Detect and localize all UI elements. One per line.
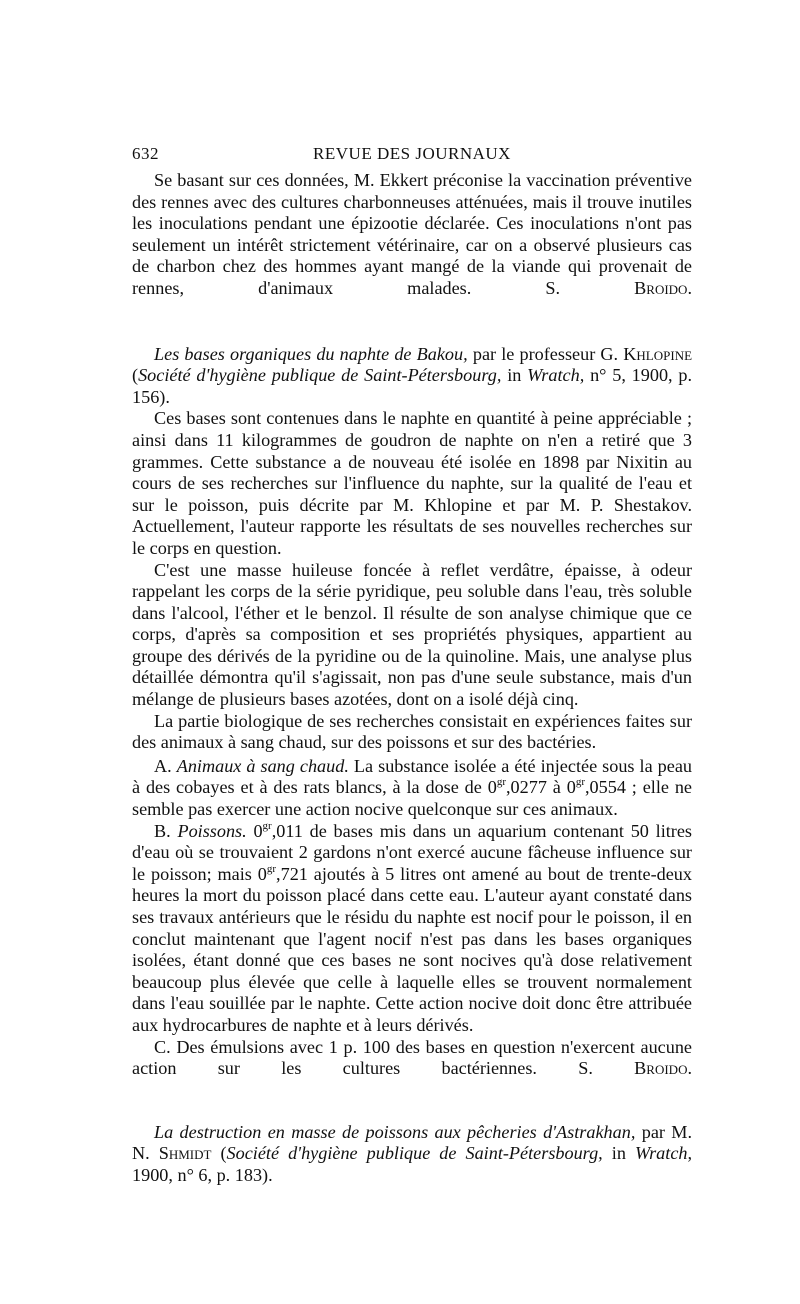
source-reference: 1900, n° 6, p. 183). <box>132 1164 273 1185</box>
section-text: ,0554 ; elle ne semble pas exercer une action nocive quelconque sur ces animaux. <box>132 777 692 820</box>
section-a-paragraph <box>132 756 692 821</box>
section-c-paragraph <box>132 1037 692 1080</box>
running-head <box>132 144 692 170</box>
source-open: ( <box>132 365 139 386</box>
section-b-paragraph <box>132 821 692 1037</box>
source-in: in <box>507 365 522 386</box>
section-text: 0 <box>253 820 263 841</box>
author-signature: S. Broido. <box>545 277 692 298</box>
article-khlopine <box>132 344 692 1080</box>
source-journal: Société d'hygiène publique de Saint-Pétersbourg, <box>138 365 502 386</box>
section-label: B. <box>154 820 171 841</box>
byline-prefix: par M. N. <box>132 1121 692 1164</box>
source-periodical: Wratch, <box>634 1143 693 1164</box>
section-text: ,011 de bases mis dans un aquarium contenant 50 litres d'eau où se trouvaient 2 gardons n'ont exercé aucune fâcheuse influence sur le poisson; mais 0 <box>132 820 693 884</box>
article-paragraph: C'est une masse huileuse foncée à reflet verdâtre, épaisse, à odeur rappelant les corps de la série pyridique, peu soluble dans l'eau, très soluble dans l'alcool, l'éther et le benzol. Il résulte de son analyse chimique que ce corps, d'après sa composition et ses propriétés physiques, appartient au groupe des dérivés de la pyridine ou de la quinoline. Mais, une analyse plus détaillée démontra qu'il s'agissait, non pas d'une seule substance, mais d'un mélange de plusieurs bases azotées, dont on a isolé déjà cinq. <box>132 559 692 710</box>
section-heading: Animaux à sang chaud. <box>176 755 349 776</box>
author-signature: S. Broido. <box>578 1058 693 1079</box>
article-ekkert-conclusion <box>132 170 692 300</box>
article-paragraph <box>132 170 692 300</box>
source-open: ( <box>220 1143 227 1164</box>
byline-prefix: par le professeur G. <box>472 343 619 364</box>
unit-superscript: gr <box>575 776 585 789</box>
unit-superscript: gr <box>266 862 277 875</box>
section-label: A. <box>154 755 172 776</box>
article-heading <box>132 1122 692 1187</box>
article-paragraph: Ces bases sont contenues dans le naphte en quantité à peine appréciable ; ainsi dans 11 kilogrammes de goudron de naphte on n'en a retiré que 3 grammes. Cette substance a de nouveau été isolée en 1898 par Nixitin au cours de ses recherches sur l'influence du naphte, sur la qualité de l'eau et sur le poisson, puis décrite par M. Khlopine et par M. P. Shestakov. Actuellement, l'auteur rapporte les résultats de ses nouvelles recherches sur le corps en question. <box>132 408 692 558</box>
page-number: 632 <box>132 144 159 163</box>
section-heading: Poissons. <box>177 820 247 841</box>
source-reference: n° 5, 1900, p. 156). <box>132 365 693 407</box>
article-title: La destruction en masse de poissons aux pêcheries d'Astrakhan, <box>154 1121 636 1142</box>
section-text: La substance isolée a été injectée sous la peau à des cobayes et à des rats blancs, à la dose de 0 <box>132 755 693 798</box>
source-in: in <box>611 1143 626 1164</box>
section-text: ,721 ajoutés à 5 litres ont amené au bout de trente-deux heures la mort du poisson placé dans cette eau. L'auteur ayant constaté dans ses travaux antérieurs que le résidu du naphte est nocif pour le poisson, il en conclut maintenant que l'agent nocif n'est pas dans les bases organiques isolées, étant donné que ces bases ne sont nocives qu'à dose relativement beaucoup plus élevée que celle à laquelle elles se trouvent normalement dans l'eau souillée par le naphte. Cette action nocive doit donc être attribuée aux hydrocarbures de naphte et à leurs dérivés. <box>132 863 692 1035</box>
article-paragraph: La partie biologique de ses recherches consistait en expériences faites sur des animaux à sang chaud, sur des poissons et sur des bactéries. <box>132 710 692 753</box>
section-text: ,0277 à 0 <box>506 777 576 798</box>
unit-superscript: gr <box>496 776 506 789</box>
article-heading <box>132 344 692 409</box>
article-title: Les bases organiques du naphte de Bakou, <box>154 343 468 364</box>
paragraph-text: Se basant sur ces données, M. Ekkert préconise la vaccination préventive des rennes avec des cultures charbonneuses atténuées, mais il trouve inutiles les inoculations pendant une épizootie déclarée. Ces inoculations n'ont pas seulement un intérêt strictement vétérinaire, car on a observé plusieurs cas de charbon chez des hommes ayant mangé de la viande qui provenait de rennes, d'animaux malades. <box>132 170 692 298</box>
unit-superscript: gr <box>262 819 272 832</box>
source-periodical: Wratch, <box>527 365 585 386</box>
article-shmidt <box>132 1122 692 1187</box>
journal-page <box>132 144 692 1187</box>
section-text: C. Des émulsions avec 1 p. 100 des bases en question n'exercent aucune action sur les cultures bactériennes. <box>132 1036 692 1079</box>
source-journal: Société d'hygiène publique de Saint-Pétersbourg, <box>226 1143 603 1164</box>
author-name: Khlopine <box>623 343 693 364</box>
journal-title: REVUE DES JOURNAUX <box>313 144 511 163</box>
author-name: Shmidt <box>158 1143 212 1164</box>
